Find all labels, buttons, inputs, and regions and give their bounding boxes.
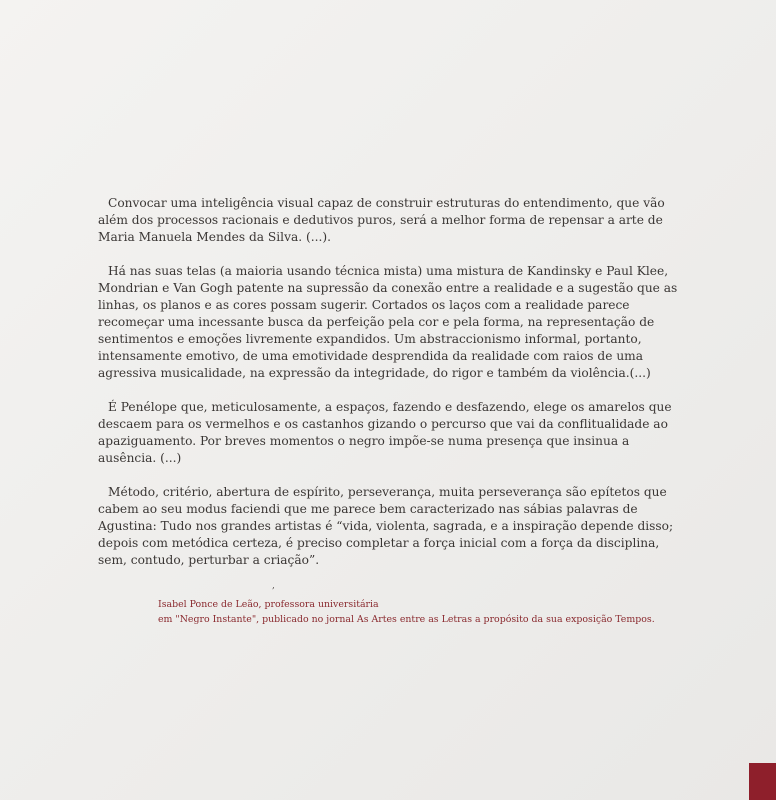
attribution-source: em "Negro Instante", publicado no jornal As Artes entre as Letras a propósito da sua exposição Tempos. [158, 613, 655, 625]
corner-color-block [749, 763, 776, 800]
attribution-author: Isabel Ponce de Leão, professora universitária [158, 599, 379, 610]
paragraph-method: Método, critério, abertura de espírito, perseverança, muita perseverança são epítetos que cabem ao seu modus faciendi que me parece bem caracterizado nas sábias palavras de Agustina: Tudo nos grandes artistas é “vida, violenta, sagrada, e a inspiração depende disso; depois com metódica certeza, é preciso completar a força inicial com a força da disciplina, sem, contudo, perturbar a criação”. [98, 485, 674, 567]
paragraph-penelope: É Penélope que, meticulosamente, a espaços, fazendo e desfazendo, elege os amarelos que descaem para os vermelhos e os castanhos gizando o percurso que vai da conflitualidade ao apaziguamento. Por breves momentos o negro impõe-se numa presença que insinua a ausência. (...) [98, 400, 672, 465]
small-mark: , [272, 581, 275, 591]
attribution-block [158, 598, 718, 627]
paragraph-influences: Há nas suas telas (a maioria usando técnica mista) uma mistura de Kandinsky e Paul Klee, Mondrian e Van Gogh patente na supressão da conexão entre a realidade e a sugestão que as linhas, os planos e as cores possam sugerir. Cortados os laços com a realidade parece recomeçar uma incessante busca da perfeição pela cor e pela forma, na representação de sentimentos e emoções livremente expandidos. Um abstraccionismo informal, portanto, intensamente emotivo, de uma emotividade desprendida da realidade com raios de uma agressiva musicalidade, na expressão da integridade, do rigor e também da violência.(...) [98, 264, 678, 380]
quote-text-block [98, 195, 680, 586]
paragraph-intro: Convocar uma inteligência visual capaz de construir estruturas do entendimento, que vão além dos processos racionais e dedutivos puros, será a melhor forma de repensar a arte de Maria Manuela Mendes da Silva. (...). [98, 196, 665, 244]
